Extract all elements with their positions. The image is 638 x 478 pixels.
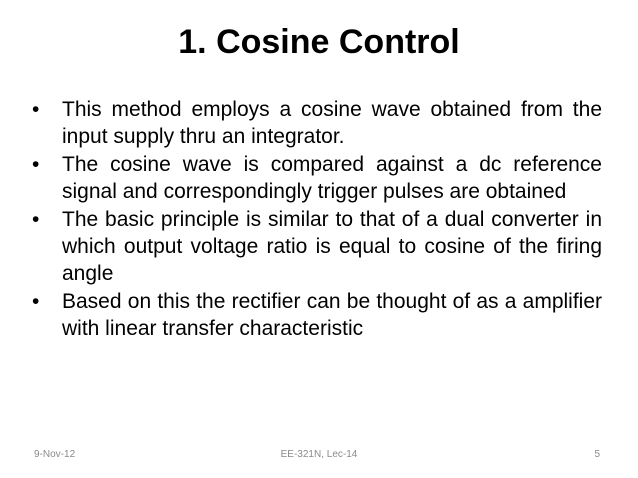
bullet-marker: • bbox=[32, 290, 40, 313]
bullet-marker: • bbox=[32, 98, 40, 121]
footer-date: 9-Nov-12 bbox=[34, 449, 76, 460]
bullet-item bbox=[30, 151, 602, 205]
bullet-marker: • bbox=[32, 153, 40, 176]
bullet-text: The basic principle is similar to that of a dual converter in which output voltage ratio is equal to cosine of the firing angle bbox=[62, 208, 602, 285]
bullet-item bbox=[30, 96, 602, 150]
bullet-text: Based on this the rectifier can be thought of as a amplifier with linear transfer characteristic bbox=[62, 290, 602, 340]
slide-title: 1. Cosine Control bbox=[178, 23, 460, 61]
bullet-text: The cosine wave is compared against a dc reference signal and correspondingly trigger pulses are obtained bbox=[62, 153, 602, 203]
bullet-item bbox=[30, 206, 602, 287]
footer-course: EE-321N, Lec-14 bbox=[280, 449, 358, 460]
bullet-list bbox=[30, 96, 602, 343]
bullet-text: This method employs a cosine wave obtained from the input supply thru an integrator. bbox=[62, 98, 602, 148]
page-number: 5 bbox=[594, 449, 600, 460]
bullet-marker: • bbox=[32, 208, 40, 231]
bullet-item bbox=[30, 288, 602, 342]
